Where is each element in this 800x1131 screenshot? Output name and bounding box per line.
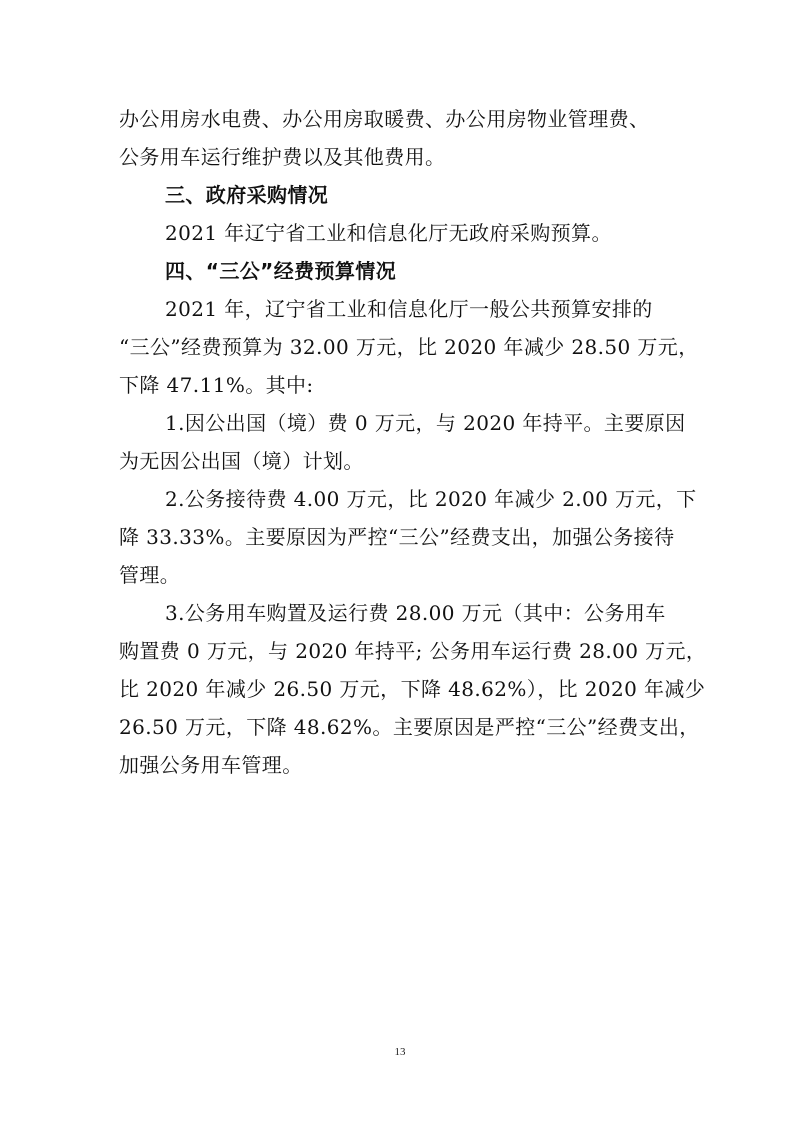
- paragraph-line: 3.公务用车购置及运行费 28.00 万元（其中：公务用车: [165, 601, 666, 625]
- paragraph-line: 1.因公出国（境）费 0 万元，与 2020 年持平。主要原因: [165, 411, 686, 435]
- paragraph-line: 下降 47.11%。其中:: [119, 373, 314, 397]
- paragraph-line: 办公用房水电费、办公用房取暖费、办公用房物业管理费、: [119, 107, 650, 131]
- paragraph-line: 加强公务用车管理。: [119, 753, 303, 777]
- paragraph-line: 降 33.33%。主要原因为严控“三公”经费支出，加强公务接待: [119, 525, 675, 549]
- paragraph-line: 2021 年，辽宁省工业和信息化厅一般公共预算安排的: [165, 297, 653, 321]
- paragraph-line: 管理。: [119, 563, 181, 587]
- paragraph-line: 购置费 0 万元，与 2020 年持平; 公务用车运行费 28.00 万元，: [119, 639, 707, 663]
- paragraph-line: 公务用车运行维护费以及其他费用。: [119, 145, 446, 169]
- section-heading-three-public: 四、“三公”经费预算情况: [165, 259, 397, 283]
- document-body: [119, 100, 707, 784]
- page-number: 13: [394, 1046, 406, 1058]
- paragraph-line: 比 2020 年减少 26.50 万元，下降 48.62%），比 2020 年减少: [119, 677, 706, 701]
- paragraph-line: 2.公务接待费 4.00 万元，比 2020 年减少 2.00 万元，下: [165, 487, 697, 511]
- paragraph-line: 2021 年辽宁省工业和信息化厅无政府采购预算。: [165, 221, 612, 245]
- section-heading-procurement: 三、政府采购情况: [165, 183, 329, 207]
- paragraph-line: 26.50 万元，下降 48.62%。主要原因是严控“三公”经费支出，: [119, 715, 700, 739]
- paragraph-line: “三公”经费预算为 32.00 万元，比 2020 年减少 28.50 万元，: [119, 335, 699, 359]
- paragraph-line: 为无因公出国（境）计划。: [119, 449, 364, 473]
